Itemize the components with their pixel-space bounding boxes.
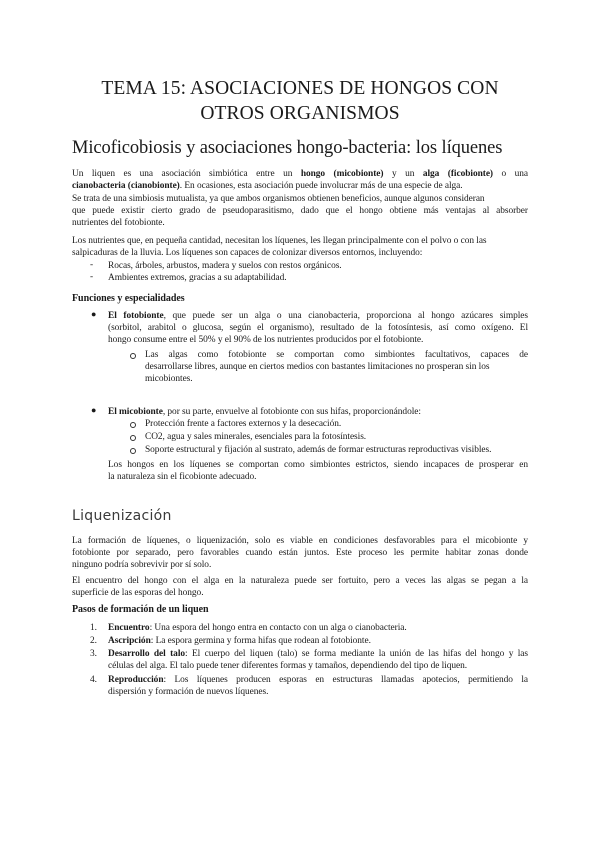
s1-p3-line1: Los nutrientes que, en pequeña cantidad, necesitan los líquenes, les llegan principalmente con el polvo o con las [72, 236, 487, 246]
fotobionte-line2: (sorbitol, arabitol o glucosa, según el organismo), resultado de la fotosíntesis, así como oxígeno. El [108, 323, 528, 333]
section2-heading: Liquenización [72, 508, 172, 524]
circle-bullet-icon [130, 448, 136, 454]
fotobionte-sub-line2: desarrollarse libres, aunque en ciertos medios con bastantes limitaciones no prosperan sin los [145, 362, 490, 372]
step-number: 3. [90, 649, 97, 659]
funciones-heading: Funciones y especialidades [72, 293, 185, 304]
circle-bullet-icon [130, 435, 136, 441]
s1-p2-line2: que puede existir cierto grado de pseudoparasitismo, dado que el hongo obtiene más ventajas al absorber [72, 206, 528, 216]
dash-bullet: - [90, 260, 94, 270]
document-title [60, 76, 540, 126]
s1-p3-line2: salpicaduras de la lluvia. Los líquenes son capaces de colonizar diversos entornos, incluyendo: [72, 248, 423, 258]
fotobionte-sub-line3: micobiontes. [145, 374, 193, 384]
s2-p1-line1: La formación de líquenes, o liquenización, solo es viable en condiciones desfavorables para el micobionte y [72, 536, 528, 546]
step-4-line2: dispersión y formación de nuevos líquenes. [108, 687, 269, 697]
micobionte-tail-line1: Los hongos en los líquenes se comportan como simbiontes estrictos, siendo incapaces de prosperar en [108, 460, 528, 470]
s2-p2-line1: El encuentro del hongo con el alga en la naturaleza puede ser fortuito, pero a veces las algas se pegan a la [72, 576, 528, 586]
pasos-heading: Pasos de formación de un liquen [72, 604, 209, 615]
s2-p2-line2: superficie de las esporas del hongo. [72, 588, 204, 598]
s1-p2-line1: Se trata de una simbiosis mutualista, ya que ambos organismos obtienen beneficios, aunque algunos consideran [72, 194, 485, 204]
step-1: Encuentro: Una espora del hongo entra en contacto con un alga o cianobacteria. [108, 623, 407, 633]
title-line-1: TEMA 15: ASOCIACIONES DE HONGOS CON [101, 78, 499, 99]
step-2: Ascripción: La espora germina y forma hifas que rodean al fotobionte. [108, 636, 371, 646]
bullet-dot-icon: ● [91, 405, 97, 415]
bullet-dot-icon: ● [91, 309, 97, 319]
micobionte-line: El micobionte, por su parte, envuelve al fotobionte con sus hifas, proporcionándole: [108, 407, 421, 417]
micobionte-sub-1: Protección frente a factores externos y la desecación. [145, 419, 342, 429]
fotobionte-sub-line1: Las algas como fotobionte se comportan como simbiontes facultativos, capaces de [145, 350, 528, 360]
circle-bullet-icon [130, 422, 136, 428]
s1-p1-line2: cianobacteria (cianobionte). En ocasiones, esta asociación puede involucrar más de una especie de alga. [72, 181, 463, 191]
s1-p1-line1: Un liquen es una asociación simbiótica entre un hongo (micobionte) y un alga (ficobionte) o una [72, 169, 528, 179]
step-number: 4. [90, 675, 97, 685]
step-3-line2: células del alga. El talo puede tener diferentes formas y tamaños, dependiendo del tipo de liquen. [108, 661, 468, 671]
step-number: 2. [90, 636, 97, 646]
circle-bullet-icon [130, 353, 136, 359]
step-3-line1: Desarrollo del talo: El cuerpo del liquen (talo) se forma mediante la unión de las hifas del hongo y las [108, 649, 528, 659]
s2-p1-line2: fotobionte por separado, pero favorables cuando están juntos. Este proceso les permite habitar zonas donde [72, 548, 528, 558]
s2-p1-line3: ninguno podría sobrevivir por sí solo. [72, 560, 212, 570]
fotobionte-line3: hongo consume entre el 50% y el 90% de los nutrientes producidos por el fotobionte. [108, 335, 424, 345]
micobionte-tail-line2: la naturaleza sin el ficobionte adecuado. [108, 472, 257, 482]
step-4-line1: Reproducción: Los líquenes producen esporas en estructuras llamadas apotecios, permitiendo la [108, 675, 528, 685]
micobionte-sub-3: Soporte estructural y fijación al sustrato, además de formar estructuras reproductivas visibles. [145, 445, 492, 455]
dash-bullet: - [90, 272, 94, 282]
s1-list-item-2: Ambientes extremos, gracias a su adaptabilidad. [108, 273, 287, 283]
title-line-2: OTROS ORGANISMOS [200, 103, 400, 124]
s1-p2-line3: nutrientes del fotobionte. [72, 218, 165, 228]
micobionte-sub-2: CO2, agua y sales minerales, esenciales para la fotosíntesis. [145, 432, 367, 442]
section1-heading: Micoficobiosis y asociaciones hongo-bacteria: los líquenes [72, 138, 503, 158]
fotobionte-line1: El fotobionte, que puede ser un alga o una cianobacteria, proporciona al hongo azúcares simples [108, 311, 528, 321]
s1-list-item-1: Rocas, árboles, arbustos, madera y suelos con restos orgánicos. [108, 261, 342, 271]
step-number: 1. [90, 623, 97, 633]
